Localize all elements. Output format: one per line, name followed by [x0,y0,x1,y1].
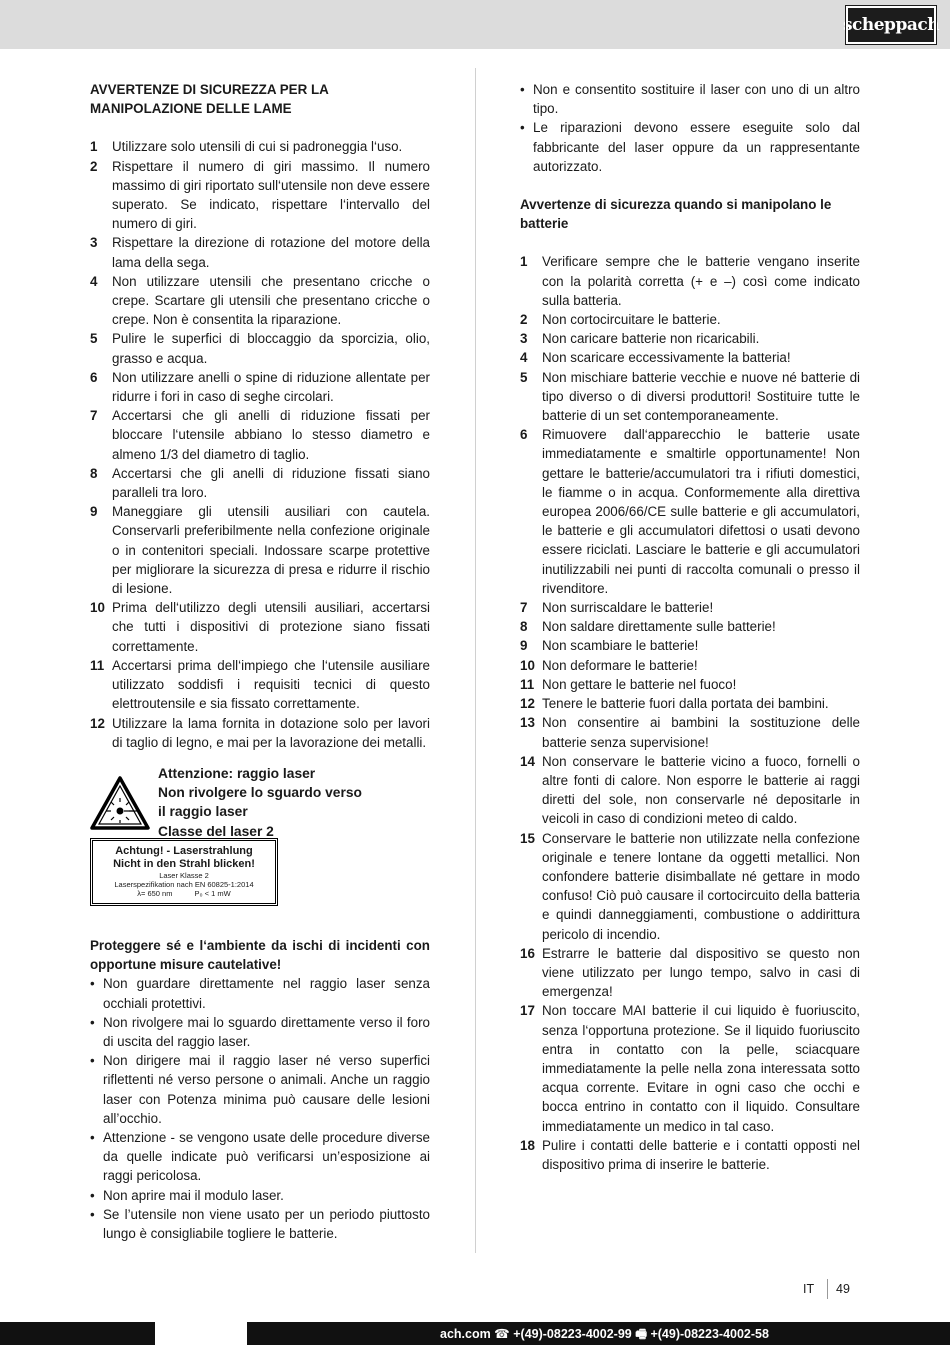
laser-hazard-icon [90,776,150,830]
item-number: 9 [90,504,98,520]
item-number: 8 [520,619,528,635]
footer-white-block [155,1322,247,1345]
item-number: 3 [520,331,528,347]
list-item [520,310,860,329]
item-text: Utilizzare solo utensili di cui si padroneggia l‘uso. [112,139,403,155]
item-number: 4 [90,273,98,289]
list-item [90,656,430,714]
bullet-icon: • [90,1053,95,1069]
item-text: Non gettare le batterie nel fuoco! [542,676,737,692]
right-column [520,80,860,1174]
item-number: 8 [90,465,98,481]
header-bar [0,0,950,49]
laser-warning-text: Attenzione: raggio laser Non rivolgere lo sguardo verso il raggio laser Classe del laser 2 [158,765,362,839]
list-item [520,829,860,944]
laser-bullet-list [90,974,430,1243]
item-number: 11 [520,676,535,692]
bullet-item [520,118,860,176]
item-text: Non consentire ai bambini la sostituzione delle batterie senza supervisione! [542,715,860,750]
item-text: Non saldare direttamente sulle batterie! [542,619,776,635]
item-text: Accertarsi che gli anelli di riduzione fissati per bloccare l‘utensile abbiano lo stesso diametro e almeno 1/3 del diametro di taglio. [112,408,430,462]
blade-safety-heading: AVVERTENZE DI SICUREZZA PER LA MANIPOLAZIONE DELLE LAME [90,82,329,117]
list-item [520,252,860,310]
item-text: Rispettare la direzione di rotazione del motore della lama della sega. [112,235,430,270]
item-number: 13 [520,715,535,731]
scheppach-logo: scheppach [846,6,936,44]
item-text: Prima dell‘utilizzo degli utensili ausiliari, accertarsi che tutti i dispositivi di protezione siano fissati correttamente. [112,600,430,654]
item-number: 10 [90,600,105,616]
item-text: Non conservare le batterie vicino a fuoco, fornelli o altre fonti di calore. Non esporre le batterie ai raggi diretti del sole, non conservarle né depositarle in veicoli in caso di condizioni meteo di caldo. [542,753,860,827]
item-number: 4 [520,350,528,366]
item-number: 12 [90,715,105,731]
item-text: Conservare le batterie non utilizzate nella confezione originale e tenere lontane da oggetti metallici. Non confondere batterie disimballate né gettare in modo confuso! Ciò può causare il cortocircuito della batteria e quindi danneggiamenti, combustione o addirittura pericolo di incendio. [542,830,860,942]
item-number: 7 [90,408,98,424]
item-number: 18 [520,1137,535,1153]
item-number: 2 [90,158,98,174]
item-text: Maneggiare gli utensili ausiliari con cautela. Conservarli preferibilmente nella confezione originale o in contenitori speciali. Indossare scarpe protettive per migliorare la sicurezza di presa e ridurre il rischio di lesione. [112,504,430,597]
list-item [520,368,860,426]
bullet-icon: • [520,82,525,97]
bullet-item [90,1128,430,1186]
item-text: Non deformare le batterie! [542,657,698,673]
item-text: Accertarsi che gli anelli di riduzione fissati siano paralleli tra loro. [112,465,430,501]
bullet-text: Non e consentito sostituire il laser con uno di un altro tipo. [533,82,860,117]
footer-separator [827,1279,828,1299]
list-item [520,694,860,713]
list-item [90,502,430,598]
item-number: 15 [520,830,535,846]
bullet-text: Le riparazioni devono essere eseguite solo dal fabbricante del laser oppure da un rappresentante autorizzato. [533,120,860,174]
battery-safety-list [520,252,860,1174]
item-text: Verificare sempre che le batterie vengano inserite con la polarità corretta (+ e –) così come indicato sulla batteria. [542,254,860,308]
footer-contact: ach.com ☎ +(49)-08223-4002-99 🖷 +(49)-08223-4002-58 [440,1327,769,1341]
bullet-item [90,974,430,1012]
list-item [90,137,430,156]
laser-class-label: Achtung! - Laserstrahlung Nicht in den Strahl blicken! Laser Klasse 2 Laserspezifikation nach EN 60825-1:2014 λ= 650 nm P₀ < 1 mW [90,838,278,906]
item-number: 6 [90,369,98,385]
item-number: 3 [90,235,98,251]
list-item [520,598,860,617]
item-number: 6 [520,427,528,443]
blade-safety-list [90,137,430,752]
bullet-icon: • [90,976,95,992]
laser-bullet-list-continued [520,80,860,176]
list-item [520,944,860,1002]
bullet-icon: • [90,1187,95,1203]
list-item [90,406,430,464]
list-item [520,656,860,675]
item-number: 1 [90,139,98,155]
item-text: Non utilizzare anelli o spine di riduzione allentate per ridurre i fori in caso di seghe circolari. [112,369,430,405]
item-number: 5 [520,369,528,385]
bullet-text: Se l’utensile non viene usato per un periodo piuttosto lungo è consigliabile togliere le batterie. [103,1206,430,1241]
laser-warning-block [90,764,430,936]
language-code: IT [803,1282,815,1296]
bullet-item [90,1051,430,1128]
item-number: 2 [520,312,528,328]
footer-bar [0,1322,950,1345]
item-number: 7 [520,600,528,616]
list-item [520,752,860,829]
list-item [90,233,430,271]
protect-heading: Proteggere sé e l‘ambiente da ischi di incidenti con opportune misure cautelative! [90,937,430,973]
item-text: Non scambiare le batterie! [542,638,699,654]
bullet-text: Non aprire mai il modulo laser. [103,1187,284,1203]
list-item [520,1001,860,1135]
item-text: Rispettare il numero di giri massimo. Il numero massimo di giri riportato sull‘utensile non deve essere superato. Se indicato, rispettare l‘intervallo del numero di giri. [112,158,430,232]
item-text: Non caricare batterie non ricaricabili. [542,331,760,347]
list-item [90,714,430,752]
item-text: Non scaricare eccessivamente la batteria! [542,350,791,366]
bullet-icon: • [90,1206,95,1222]
battery-safety-heading: Avvertenze di sicurezza quando si manipolano le batterie [520,197,832,232]
item-text: Non cortocircuitare le batterie. [542,312,721,328]
list-item [520,675,860,694]
bullet-text: Non guardare direttamente nel raggio laser senza occhiali protettivi. [103,976,430,1011]
list-item [90,329,430,367]
list-item [90,272,430,330]
list-item [90,368,430,406]
column-divider [475,68,476,1253]
item-text: Non utilizzare utensili che presentano cricche o crepe. Scartare gli utensili che presentano cricche o crepe. Non è consentita la riparazione. [112,273,430,328]
bullet-text: Attenzione - se vengono usate delle procedure diverse da quelle indicate può verificarsi un’esposizione ai raggi pericolosa. [103,1129,430,1184]
item-number: 11 [90,657,105,673]
bullet-item [90,1186,430,1205]
bullet-icon: • [90,1129,95,1145]
bullet-icon: • [520,120,525,136]
list-item [520,329,860,348]
item-text: Pulire le superfici di bloccaggio da sporcizia, olio, grasso e acqua. [112,331,430,366]
item-number: 10 [520,657,535,673]
bullet-icon: • [90,1014,95,1030]
item-text: Estrarre le batterie dal dispositivo se questo non viene utilizzato per lungo tempo, salvo in casi di emergenza! [542,945,860,1000]
item-text: Non mischiare batterie vecchie e nuove né batterie di tipo diverso o di diversi produttori! Sostituire tutte le batterie di un set contemporaneamente. [542,369,860,424]
bullet-text: Non rivolgere mai lo sguardo direttamente verso il foro di uscita del raggio laser. [103,1014,430,1049]
list-item [520,348,860,367]
item-number: 9 [520,638,528,654]
list-item [520,713,860,751]
page-number: 49 [836,1282,850,1296]
item-number: 1 [520,254,528,270]
bullet-item [90,1013,430,1051]
list-item [520,1136,860,1174]
item-text: Non surriscaldare le batterie! [542,600,714,616]
bullet-text: Non dirigere mai il raggio laser né verso superfici riflettenti né verso persone o animali. Anche un raggio laser con Potenza minima può causare delle lesioni all’occhio. [103,1053,430,1126]
item-number: 5 [90,331,98,347]
left-column [90,80,430,1243]
list-item [90,464,430,502]
item-number: 14 [520,753,535,769]
item-number: 12 [520,696,535,712]
list-item [520,636,860,655]
item-number: 16 [520,945,535,961]
item-text: Accertarsi prima dell‘impiego che l‘utensile ausiliare utilizzato soddisfi i requisiti tecnici di questo elettroutensile e sia fissato correttamente. [112,657,430,712]
item-text: Rimuovere dall‘apparecchio le batterie usate immediatamente e smaltirle opportunamente! Non gettare le batterie/accumulatori tra i rifiuti domestici, le fiamme o in acqua. Conformemente alla direttiva europea 2006/66/CE sulle batterie e gli accumulatori, le batterie e gli accumulatori difettosi o usati devono essere riciclati. Lasciare le batterie e gli accumulatori inutilizzabili nei punti di raccolta comunali o presso il rivenditore. [542,427,860,596]
item-text: Pulire i contatti delle batterie e i contatti opposti nel dispositivo prima di inserire le batterie. [542,1137,860,1172]
list-item [90,598,430,656]
list-item [520,617,860,636]
item-text: Non toccare MAI batterie il cui liquido è fuoriuscito, senza l‘opportuna protezione. Se il liquido fuoriuscito entra in contatto con la pelle, sciacquare immediatamente la pelle nella zona interessata sotto acqua corrente. Evitare in ogni caso che occhi e bocca entrino in contatto con il liquido. Consultare immediatamente un medico in tal caso. [542,1003,860,1134]
item-text: Utilizzare la lama fornita in dotazione solo per lavori di taglio di legno, e mai per la lavorazione dei metalli. [112,715,430,750]
bullet-item [90,1205,430,1243]
list-item [90,157,430,234]
list-item [520,425,860,598]
bullet-item [520,80,860,118]
item-number: 17 [520,1003,535,1019]
item-text: Tenere le batterie fuori dalla portata dei bambini. [542,696,829,712]
